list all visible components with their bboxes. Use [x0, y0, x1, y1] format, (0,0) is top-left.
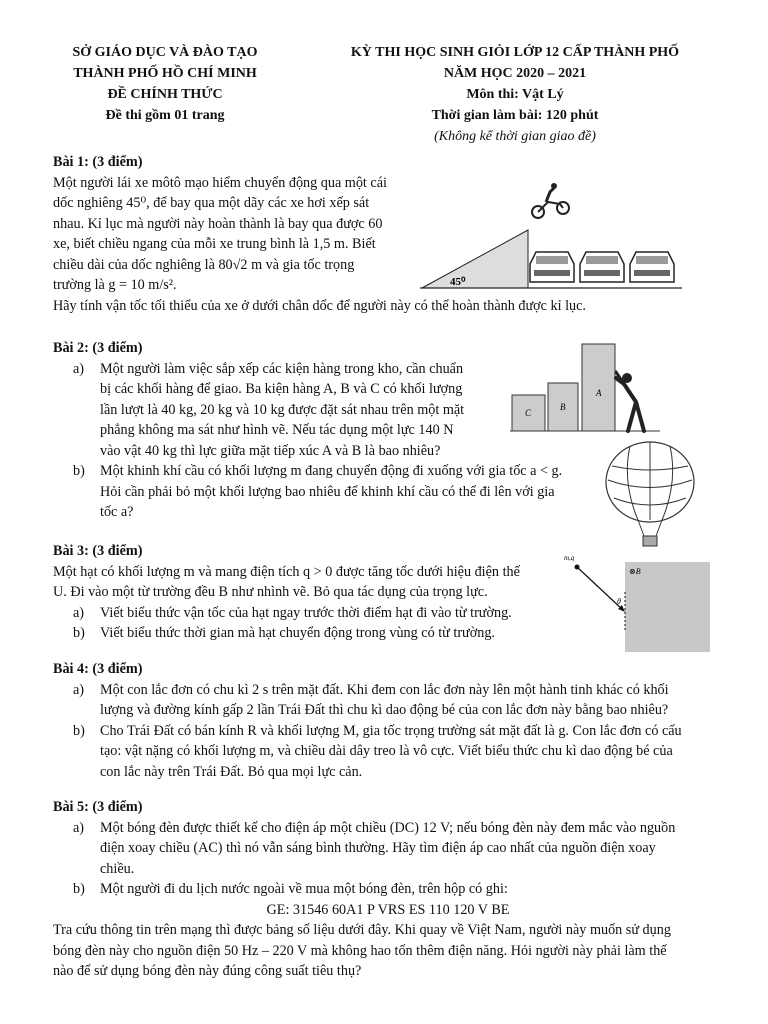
header-right [315, 42, 715, 147]
boxes-figure [510, 340, 660, 435]
text-line: Một bóng đèn được thiết kế cho điện áp một chiều (DC) 12 V; nếu bóng đèn này đem mắc vào nguồn [100, 819, 676, 836]
text-line: Một hạt có khối lượng m và mang điện tích q > 0 được tăng tốc dưới hiệu điện thế [53, 563, 520, 580]
text-line: Một người làm việc sắp xếp các kiện hàng trong kho, cần chuẩn [100, 360, 464, 377]
part-label: b) [73, 463, 85, 479]
text-line: Hãy tính vận tốc tối thiểu của xe ở dưới chân dốc để người này có thể hoàn thành được kỉ lục. [53, 297, 586, 314]
text-line: xe, biết chiều ngang của mỗi xe trung bình là 1,5 m. Biết [53, 236, 376, 252]
problem-5-title: Bài 5: (3 điểm) [53, 799, 143, 815]
problem-4-title: Bài 4: (3 điểm) [53, 661, 143, 677]
box-c-label: C [525, 408, 532, 418]
duration: Thời gian làm bài: 120 phút [431, 108, 599, 123]
text-line: con lắc này trên Trái Đất. Bỏ qua mọi lực cản. [100, 763, 363, 780]
text-line: lượng và đường kính gấp 2 lần Trái Đất thì chu kì dao động bé của con lắc đơn này bằng bao nhiêu? [100, 702, 669, 718]
header-left [40, 42, 290, 126]
text-line: lần lượt là 40 kg, 20 kg và 10 kg được đặt sát nhau trên một mặt [100, 401, 465, 418]
car-icon [630, 252, 674, 282]
motorbike-icon [532, 183, 569, 218]
school-year: NĂM HỌC 2020 – 2021 [443, 66, 587, 81]
official-label: ĐỀ CHÍNH THỨC [107, 87, 223, 102]
text-line: dốc nghiêng 45⁰, để bay qua một dãy các xe hơi xếp sát [53, 195, 370, 211]
text-line: điện xoay chiều (AC) thì nó vẫn sáng bình thường. Hãy tìm điện áp cao nhất của nguồn điện xoay [100, 840, 656, 856]
text-line: phẳng không ma sát như hình vẽ. Nếu tác dụng một lực 140 N [100, 422, 454, 438]
text-line: nào để sử dụng bóng đèn này đúng công suất tiêu thụ? [53, 963, 362, 979]
text-line: Viết biểu thức thời gian mà hạt chuyển động trong vùng có từ trường. [100, 625, 495, 641]
problem-3-title: Bài 3: (3 điểm) [53, 543, 143, 559]
hot-air-balloon-icon [600, 440, 705, 552]
ramp-angle-label: 45⁰ [450, 276, 466, 288]
subject: Môn thi: Vật Lý [466, 87, 564, 102]
text-line: Cho Trái Đất có bán kính R và khối lượng M, gia tốc trọng trường sát mặt đất là g. Con lắc đơn có cấu [100, 722, 682, 739]
text-line: trường là g = 10 m/s². [53, 277, 177, 293]
text-line: tạo: vật nặng có khối lượng m, và chiều dài dây treo là vô cực. Viết biểu thức chu kì dao động bé của [100, 743, 673, 759]
text-line: vào vật 40 kg thì lực giữa mặt tiếp xúc A và B là bao nhiêu? [100, 442, 441, 459]
text-line: Một con lắc đơn có chu kì 2 s trên mặt đất. Khi đem con lắc đơn này lên một hành tinh khác có khối [100, 681, 669, 698]
magnetic-field-figure [560, 552, 710, 652]
part-label: a) [73, 819, 85, 836]
text-line: Tra cứu thông tin trên mạng thì được bảng số liệu dưới đây. Khi quay về Việt Nam, người này muốn sử dụng [53, 922, 671, 938]
car-icon [530, 252, 574, 282]
text-line: bóng đèn này cho nguồn điện 50 Hz – 220 V mà không hao tốn thêm điện năng. Hỏi người này phải làm thế [53, 942, 667, 959]
ramp-cars-figure [420, 178, 685, 290]
problem-4 [53, 659, 723, 782]
problem-1-title: Bài 1: (3 điểm) [53, 154, 143, 170]
page-count: Đề thi gồm 01 trang [105, 108, 225, 123]
part-label: b) [73, 722, 85, 739]
text-line: chiều. [100, 860, 135, 877]
exam-title: KỲ THI HỌC SINH GIỎI LỚP 12 CẤP THÀNH PHỐ [350, 45, 680, 60]
part-label: a) [73, 681, 85, 698]
duration-note: (Không kể thời gian giao đề) [434, 129, 596, 144]
text-line: Một người đi du lịch nước ngoài về mua một bóng đèn, trên hộp có ghi: [100, 881, 508, 897]
box-a-label: A [596, 388, 602, 398]
person-pushing-icon [616, 372, 644, 431]
field-label: ⊗B⃗ [629, 567, 647, 576]
angle-label: θ [617, 597, 621, 606]
box-b-label: B [560, 402, 566, 412]
text-line: Viết biểu thức vận tốc của hạt ngay trước thời điểm hạt đi vào từ trường. [100, 604, 512, 621]
text-line: nhau. Kỉ lục mà người này hoàn thành là bay qua được 60 [53, 215, 383, 232]
department-name: SỞ GIÁO DỤC VÀ ĐÀO TẠO [72, 45, 258, 60]
city-name: THÀNH PHỐ HỒ CHÍ MINH [73, 66, 257, 81]
part-label: b) [73, 625, 85, 641]
bulb-code: GE: 31546 60A1 P VRS ES 110 120 V BE [266, 901, 510, 918]
problem-5 [53, 797, 723, 982]
text-line: Hỏi cần phải bỏ một khối lượng bao nhiêu để khinh khí cầu có thể đi lên với gia [100, 483, 555, 500]
text-line: Một người lái xe môtô mạo hiểm chuyển động qua một cái [53, 174, 387, 191]
problem-3 [53, 541, 583, 644]
car-icon [580, 252, 624, 282]
text-line: tốc a? [100, 504, 134, 520]
part-label: b) [73, 881, 85, 897]
text-line: bị các khối hàng để giao. Ba kiện hàng A, B và C có khối lượng [100, 381, 463, 397]
part-label: a) [73, 360, 85, 377]
text-line: chiều dài của dốc nghiêng là 80√2 m và gia tốc trọng [53, 256, 355, 273]
problem-2-title: Bài 2: (3 điểm) [53, 340, 143, 356]
part-label: a) [73, 604, 85, 621]
text-line: Một khinh khí cầu có khối lượng m đang chuyển động đi xuống với gia tốc a < g. [100, 463, 563, 479]
particle-label: m,q [564, 554, 575, 562]
text-line: U. Đi vào một từ trường đều B như nhình vẽ. Bỏ qua tác dụng của trọng lực. [53, 584, 488, 600]
